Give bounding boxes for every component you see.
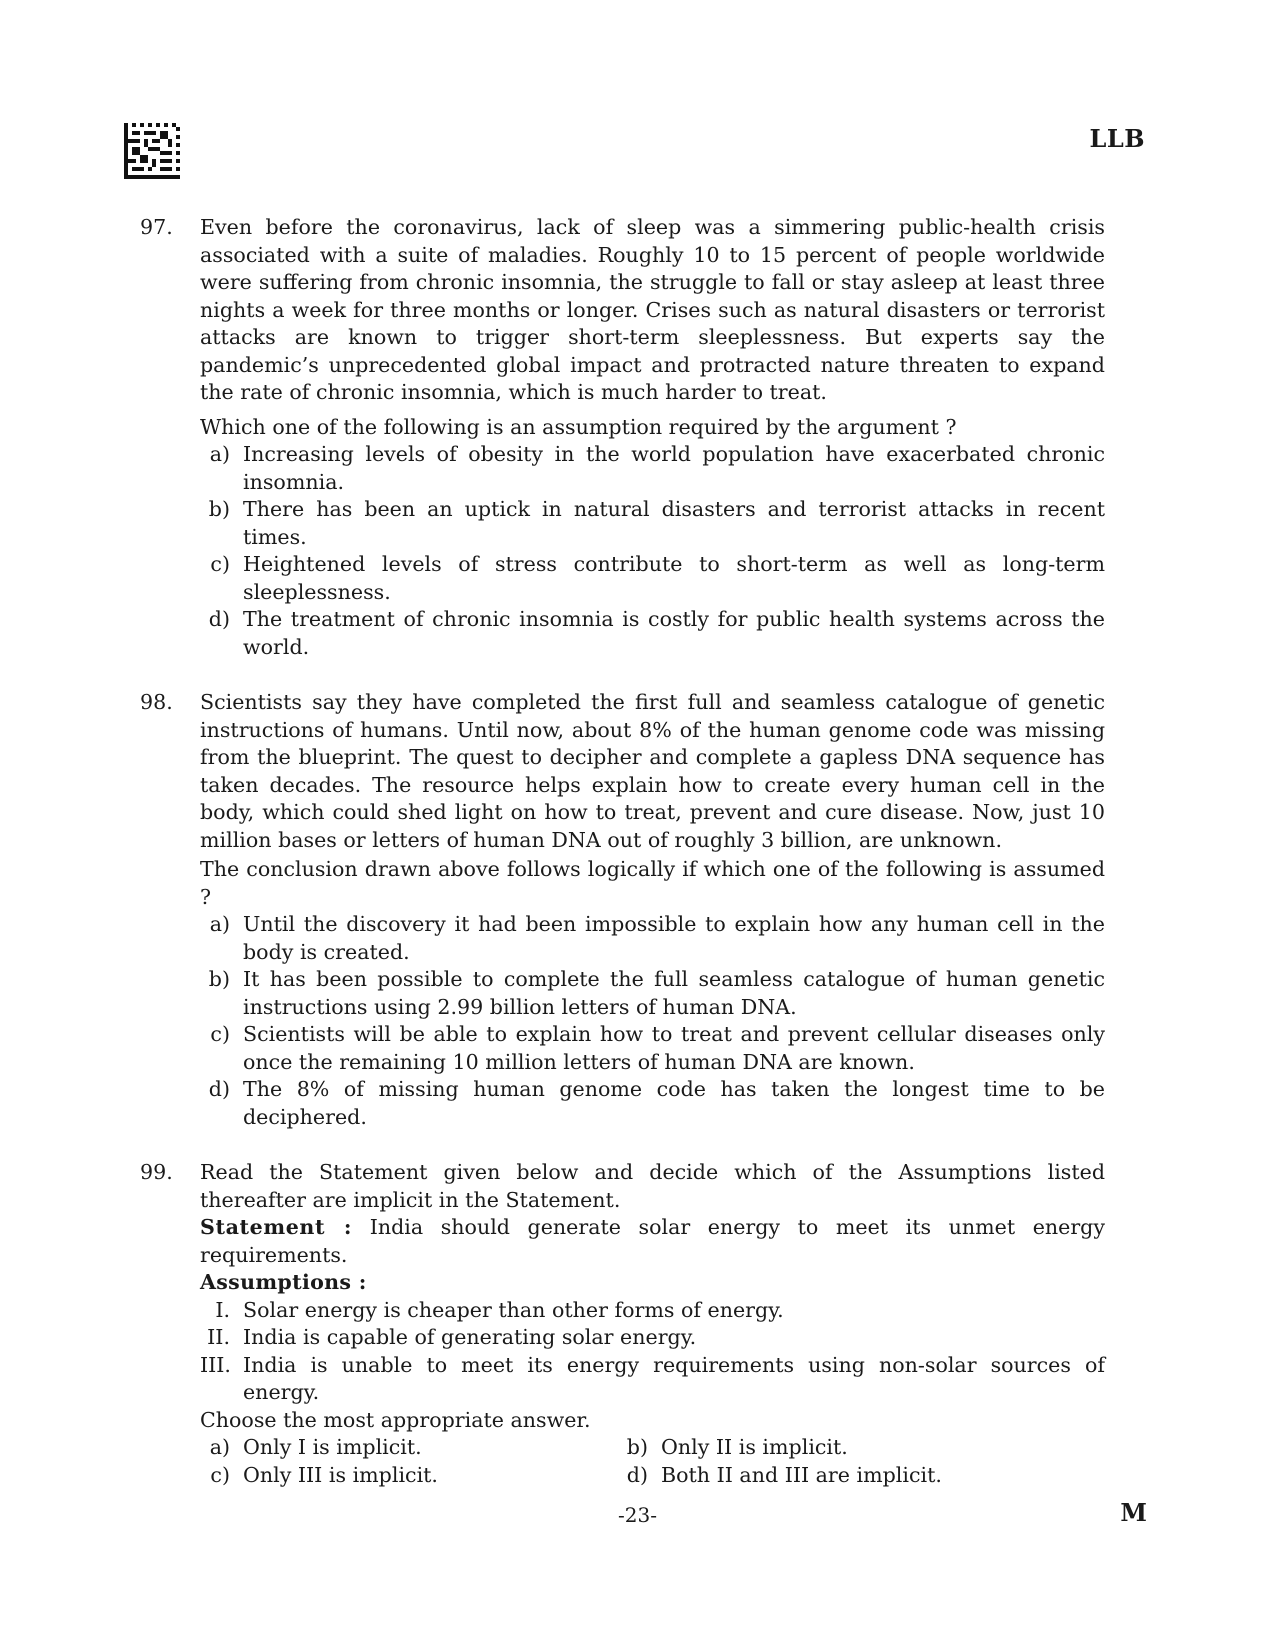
question-passage: Even before the coronavirus, lack of sleep was a simmering public-health crisis associated with a suite of maladies. Roughly 10 to 15 percent of people worldwide were suffering from chronic insomnia, the struggle to fall or stay asleep at least three nights a week for three months or longer. Crises such as natural disasters or terrorist attacks are known to trigger short-term sleeplessness. But experts say the pandemic’s unprecedented global impact and protracted nature threaten to expand the rate of chronic insomnia, which is much harder to treat. xyxy=(200,215,1105,404)
question-98 xyxy=(140,689,1105,1131)
statement-text: India should generate solar energy to meet its unmet energy requirements. xyxy=(200,1215,1106,1267)
option-label: c) xyxy=(210,1462,230,1487)
option-text: Both II and III are implicit. xyxy=(661,1462,942,1487)
option-b xyxy=(200,966,1105,1021)
data-matrix-code xyxy=(124,123,180,179)
question-stem: The conclusion drawn above follows logically if which one of the following is assumed ? xyxy=(200,857,1105,909)
option-text: The 8% of missing human genome code has taken the longest time to be deciphered. xyxy=(243,1077,1105,1129)
assumption-text: Solar energy is cheaper than other forms of energy. xyxy=(243,1297,784,1322)
assumption-1 xyxy=(200,1297,1105,1325)
assumption-label: II. xyxy=(207,1325,230,1349)
statement xyxy=(200,1214,1105,1269)
option-text: The treatment of chronic insomnia is costly for public health systems across the world. xyxy=(243,607,1105,659)
booklet-code: M xyxy=(1120,1498,1147,1527)
statement-label: Statement : xyxy=(200,1215,353,1239)
assumption-2 xyxy=(200,1324,1105,1352)
option-text: It has been possible to complete the full seamless catalogue of human genetic instructions using 2.99 billion letters of human DNA. xyxy=(243,967,1105,1019)
option-label: a) xyxy=(209,1435,230,1459)
option-label: d) xyxy=(208,1077,230,1101)
option-d xyxy=(200,606,1105,661)
option-a xyxy=(200,911,1105,966)
question-number: 97. xyxy=(140,215,173,239)
option-text: Until the discovery it had been impossible to explain how any human cell in the body is created. xyxy=(243,912,1105,964)
question-99 xyxy=(140,1159,1105,1489)
option-text: Scientists will be able to explain how to treat and prevent cellular diseases only once the remaining 10 million letters of human DNA are known. xyxy=(243,1022,1105,1074)
assumption-label: III. xyxy=(200,1352,231,1377)
question-list xyxy=(140,214,1105,1517)
option-label: b) xyxy=(626,1435,648,1459)
option-a xyxy=(200,1434,618,1462)
option-c xyxy=(200,1462,618,1490)
option-c xyxy=(200,551,1105,606)
option-b xyxy=(618,1434,1036,1462)
option-label: c) xyxy=(210,552,230,576)
option-d xyxy=(200,1076,1105,1131)
question-stem: Which one of the following is an assumption required by the argument ? xyxy=(200,414,957,439)
option-d xyxy=(618,1462,1036,1490)
assumption-label: I. xyxy=(215,1297,230,1322)
question-number: 99. xyxy=(140,1160,173,1184)
option-a xyxy=(200,441,1105,496)
assumption-text: India is unable to meet its energy requirements using non-solar sources of energy. xyxy=(243,1352,1105,1404)
assumptions-heading: Assumptions : xyxy=(200,1270,367,1294)
paper-series-code: LLB xyxy=(1089,124,1145,153)
question-number: 98. xyxy=(140,690,173,714)
option-label: b) xyxy=(208,497,230,521)
page-number: -23- xyxy=(618,1503,657,1527)
option-c xyxy=(200,1021,1105,1076)
option-label: a) xyxy=(209,912,230,936)
option-label: c) xyxy=(210,1022,230,1046)
option-text: Increasing levels of obesity in the world population have exacerbated chronic insomnia. xyxy=(243,442,1105,494)
question-97 xyxy=(140,214,1105,661)
option-text: Heightened levels of stress contribute to short-term as well as long-term sleeplessness. xyxy=(243,552,1105,604)
option-text: Only II is implicit. xyxy=(661,1435,848,1459)
question-passage: Read the Statement given below and decide which of the Assumptions listed thereafter are implicit in the Statement. xyxy=(200,1160,1105,1212)
option-text: Only I is implicit. xyxy=(243,1435,422,1459)
option-label: b) xyxy=(208,967,230,991)
option-label: d) xyxy=(626,1462,648,1487)
option-b xyxy=(200,496,1105,551)
assumption-text: India is capable of generating solar energy. xyxy=(243,1325,697,1349)
options-grid xyxy=(200,1434,1105,1489)
question-passage: Scientists say they have completed the first full and seamless catalogue of genetic instructions of humans. Until now, about 8% of the human genome code was missing from the blueprint. The quest to decipher and complete a gapless DNA sequence has taken decades. The resource helps explain how to create every human cell in the body, which could shed light on how to treat, prevent and cure disease. Now, just 10 million bases or letters of human DNA out of roughly 3 billion, are unknown. xyxy=(200,690,1105,852)
question-stem: Choose the most appropriate answer. xyxy=(200,1407,591,1432)
option-label: d) xyxy=(208,607,230,631)
option-label: a) xyxy=(209,442,230,466)
assumption-3 xyxy=(200,1352,1105,1407)
option-text: There has been an uptick in natural disasters and terrorist attacks in recent times. xyxy=(243,497,1105,549)
option-text: Only III is implicit. xyxy=(243,1462,438,1487)
